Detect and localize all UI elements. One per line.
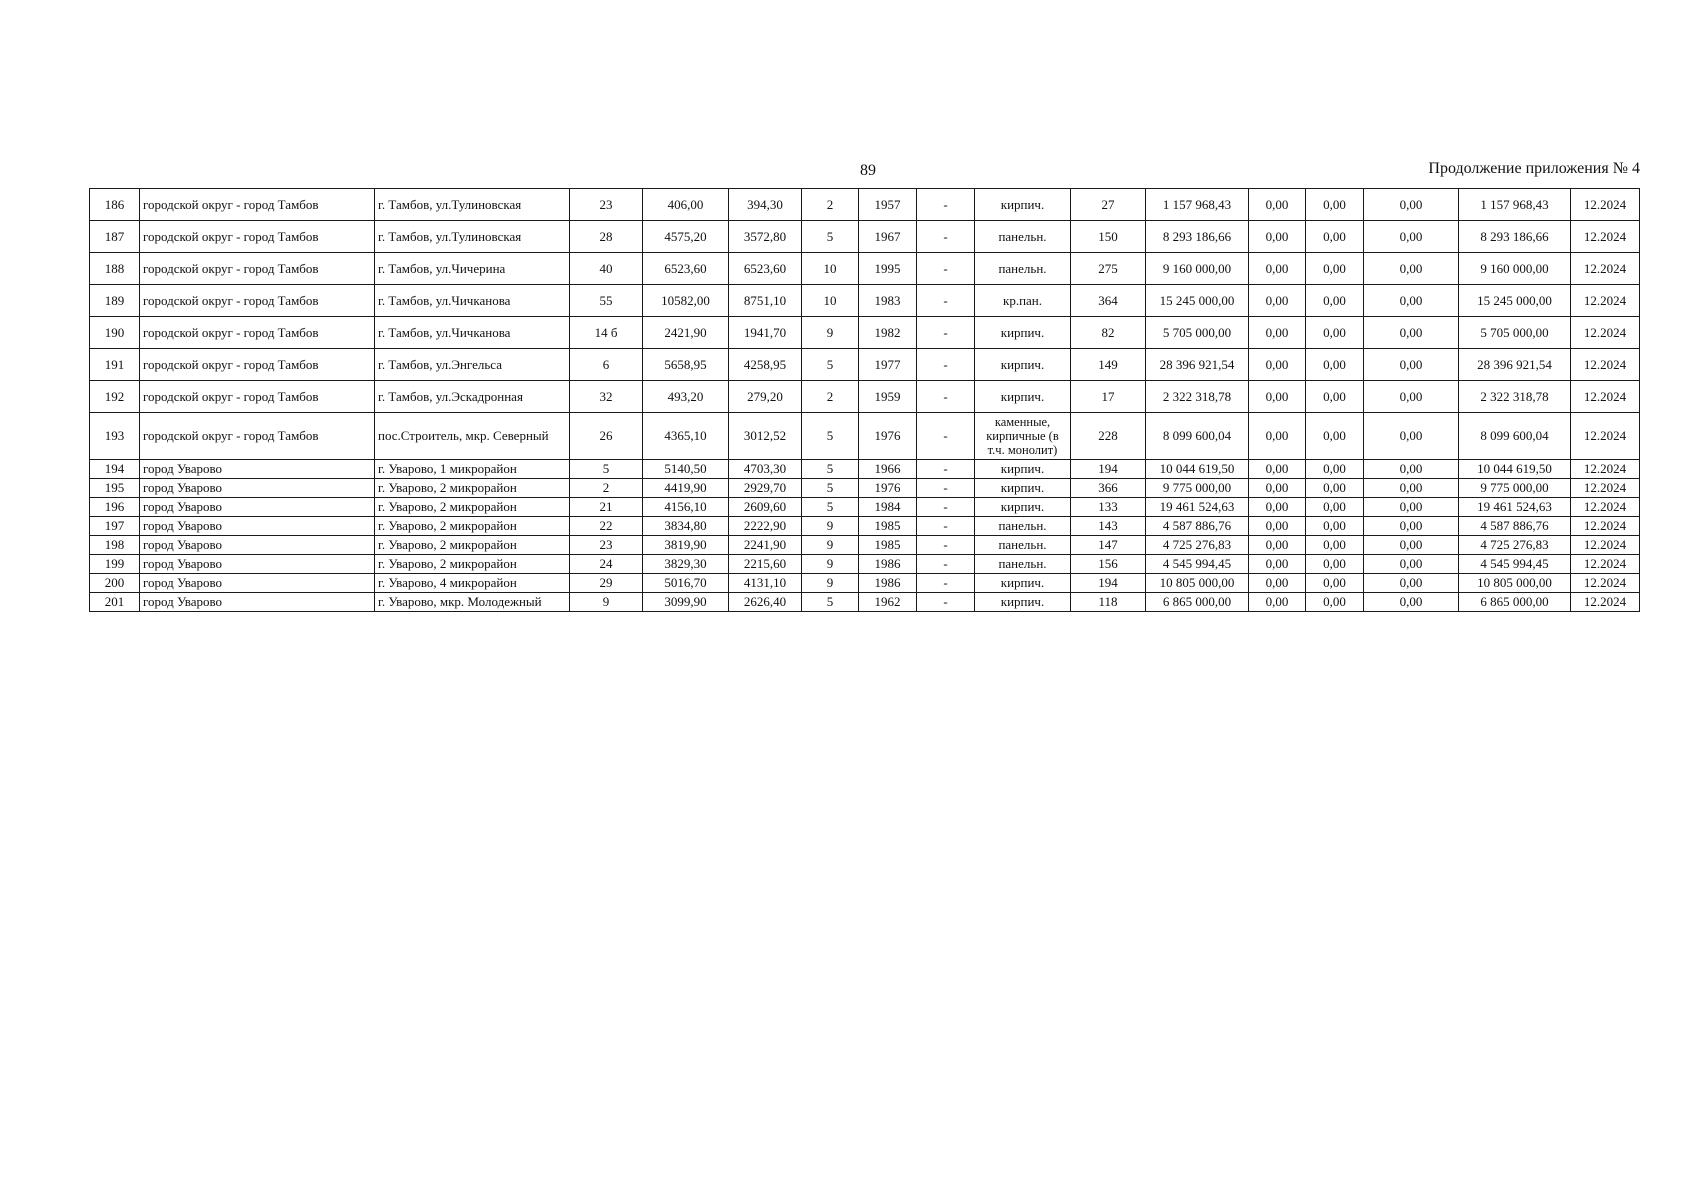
residents-cell: 366 [1071,479,1146,498]
total-area-cell: 4419,90 [643,479,729,498]
cost-share-cell: 0,00 [1306,349,1364,381]
total-area-cell: 5140,50 [643,460,729,479]
living-area-cell: 2241,90 [729,536,802,555]
address-cell: пос.Строитель, мкр. Северный [375,413,570,460]
cost-share-cell: 0,00 [1306,479,1364,498]
house-number-cell: 22 [570,517,643,536]
row-number-cell: 194 [90,460,140,479]
living-area-cell: 2215,60 [729,555,802,574]
cost-share-cell: 0,00 [1364,460,1459,479]
house-number-cell: 6 [570,349,643,381]
municipality-cell: городской округ - город Тамбов [140,317,375,349]
cost-share-cell: 0,00 [1249,460,1306,479]
owners-funds-cell: 2 322 318,78 [1459,381,1571,413]
owners-funds-cell: 10 805 000,00 [1459,574,1571,593]
municipality-cell: городской округ - город Тамбов [140,253,375,285]
living-area-cell: 3572,80 [729,221,802,253]
floors-cell: 5 [802,460,859,479]
completion-date-cell: 12.2024 [1571,593,1640,612]
total-area-cell: 3834,80 [643,517,729,536]
completion-date-cell: 12.2024 [1571,517,1640,536]
cost-share-cell: 0,00 [1306,285,1364,317]
year-built-cell: 1976 [859,413,917,460]
residents-cell: 118 [1071,593,1146,612]
residents-cell: 194 [1071,460,1146,479]
row-number-cell: 196 [90,498,140,517]
total-cost-cell: 4 725 276,83 [1146,536,1249,555]
wall-material-cell: панельн. [975,555,1071,574]
total-area-cell: 493,20 [643,381,729,413]
cost-share-cell: 0,00 [1364,574,1459,593]
cost-share-cell: 0,00 [1306,498,1364,517]
year-built-cell: 1985 [859,536,917,555]
cost-share-cell: 0,00 [1306,381,1364,413]
completion-date-cell: 12.2024 [1571,221,1640,253]
total-cost-cell: 4 587 886,76 [1146,517,1249,536]
floors-cell: 10 [802,285,859,317]
table-row [90,253,1640,285]
floors-cell: 9 [802,536,859,555]
completion-date-cell: 12.2024 [1571,536,1640,555]
municipality-cell: город Уварово [140,536,375,555]
page-number: 89 [860,162,876,179]
owners-funds-cell: 4 545 994,45 [1459,555,1571,574]
cost-share-cell: 0,00 [1249,574,1306,593]
dash-cell: - [917,555,975,574]
year-built-cell: 1959 [859,381,917,413]
completion-date-cell: 12.2024 [1571,253,1640,285]
residents-cell: 228 [1071,413,1146,460]
total-cost-cell: 1 157 968,43 [1146,189,1249,221]
municipality-cell: городской округ - город Тамбов [140,381,375,413]
dash-cell: - [917,253,975,285]
total-area-cell: 5658,95 [643,349,729,381]
dash-cell: - [917,285,975,317]
cost-share-cell: 0,00 [1249,381,1306,413]
total-area-cell: 406,00 [643,189,729,221]
dash-cell: - [917,349,975,381]
total-cost-cell: 6 865 000,00 [1146,593,1249,612]
completion-date-cell: 12.2024 [1571,381,1640,413]
house-number-cell: 32 [570,381,643,413]
owners-funds-cell: 9 160 000,00 [1459,253,1571,285]
municipality-cell: городской округ - город Тамбов [140,349,375,381]
completion-date-cell: 12.2024 [1571,555,1640,574]
cost-share-cell: 0,00 [1249,349,1306,381]
table-row [90,574,1640,593]
cost-share-cell: 0,00 [1249,285,1306,317]
floors-cell: 9 [802,517,859,536]
address-cell: г. Тамбов, ул.Эскадронная [375,381,570,413]
residents-cell: 27 [1071,189,1146,221]
floors-cell: 2 [802,381,859,413]
total-cost-cell: 15 245 000,00 [1146,285,1249,317]
living-area-cell: 2626,40 [729,593,802,612]
cost-share-cell: 0,00 [1249,221,1306,253]
total-area-cell: 4156,10 [643,498,729,517]
row-number-cell: 200 [90,574,140,593]
year-built-cell: 1977 [859,349,917,381]
wall-material-cell: кирпич. [975,349,1071,381]
total-cost-cell: 4 545 994,45 [1146,555,1249,574]
address-cell: г. Тамбов, ул.Тулиновская [375,221,570,253]
living-area-cell: 2929,70 [729,479,802,498]
wall-material-cell: кирпич. [975,317,1071,349]
house-number-cell: 14 б [570,317,643,349]
row-number-cell: 197 [90,517,140,536]
year-built-cell: 1982 [859,317,917,349]
address-cell: г. Тамбов, ул.Энгельса [375,349,570,381]
cost-share-cell: 0,00 [1249,479,1306,498]
owners-funds-cell: 8 099 600,04 [1459,413,1571,460]
cost-share-cell: 0,00 [1364,536,1459,555]
completion-date-cell: 12.2024 [1571,349,1640,381]
table-row [90,221,1640,253]
living-area-cell: 2222,90 [729,517,802,536]
living-area-cell: 394,30 [729,189,802,221]
floors-cell: 5 [802,413,859,460]
total-area-cell: 4575,20 [643,221,729,253]
cost-share-cell: 0,00 [1249,555,1306,574]
cost-share-cell: 0,00 [1364,498,1459,517]
row-number-cell: 187 [90,221,140,253]
owners-funds-cell: 19 461 524,63 [1459,498,1571,517]
residents-cell: 364 [1071,285,1146,317]
dash-cell: - [917,498,975,517]
table-row [90,381,1640,413]
year-built-cell: 1976 [859,479,917,498]
owners-funds-cell: 8 293 186,66 [1459,221,1571,253]
living-area-cell: 3012,52 [729,413,802,460]
cost-share-cell: 0,00 [1364,479,1459,498]
owners-funds-cell: 10 044 619,50 [1459,460,1571,479]
row-number-cell: 191 [90,349,140,381]
year-built-cell: 1984 [859,498,917,517]
cost-share-cell: 0,00 [1249,536,1306,555]
cost-share-cell: 0,00 [1364,517,1459,536]
wall-material-cell: кирпич. [975,498,1071,517]
address-cell: г. Тамбов, ул.Чичканова [375,285,570,317]
wall-material-cell: кирпич. [975,381,1071,413]
cost-share-cell: 0,00 [1364,593,1459,612]
total-cost-cell: 10 805 000,00 [1146,574,1249,593]
address-cell: г. Тамбов, ул.Тулиновская [375,189,570,221]
table-row [90,479,1640,498]
total-cost-cell: 9 775 000,00 [1146,479,1249,498]
dash-cell: - [917,460,975,479]
row-number-cell: 189 [90,285,140,317]
residents-cell: 150 [1071,221,1146,253]
dash-cell: - [917,189,975,221]
year-built-cell: 1957 [859,189,917,221]
living-area-cell: 4258,95 [729,349,802,381]
wall-material-cell: панельн. [975,536,1071,555]
table-row [90,317,1640,349]
floors-cell: 5 [802,479,859,498]
completion-date-cell: 12.2024 [1571,285,1640,317]
total-area-cell: 4365,10 [643,413,729,460]
table-row [90,189,1640,221]
housing-register-table [89,188,1640,612]
municipality-cell: городской округ - город Тамбов [140,189,375,221]
address-cell: г. Тамбов, ул.Чичканова [375,317,570,349]
wall-material-cell: кр.пан. [975,285,1071,317]
cost-share-cell: 0,00 [1306,574,1364,593]
completion-date-cell: 12.2024 [1571,460,1640,479]
living-area-cell: 4131,10 [729,574,802,593]
floors-cell: 10 [802,253,859,285]
wall-material-cell: кирпич. [975,574,1071,593]
total-area-cell: 10582,00 [643,285,729,317]
wall-material-cell: кирпич. [975,460,1071,479]
cost-share-cell: 0,00 [1364,253,1459,285]
completion-date-cell: 12.2024 [1571,413,1640,460]
house-number-cell: 55 [570,285,643,317]
owners-funds-cell: 4 725 276,83 [1459,536,1571,555]
cost-share-cell: 0,00 [1306,460,1364,479]
completion-date-cell: 12.2024 [1571,574,1640,593]
cost-share-cell: 0,00 [1306,517,1364,536]
owners-funds-cell: 4 587 886,76 [1459,517,1571,536]
total-area-cell: 3829,30 [643,555,729,574]
municipality-cell: город Уварово [140,460,375,479]
table-row [90,555,1640,574]
dash-cell: - [917,381,975,413]
table-row [90,285,1640,317]
residents-cell: 143 [1071,517,1146,536]
owners-funds-cell: 9 775 000,00 [1459,479,1571,498]
municipality-cell: город Уварово [140,479,375,498]
dash-cell: - [917,536,975,555]
living-area-cell: 2609,60 [729,498,802,517]
cost-share-cell: 0,00 [1306,221,1364,253]
house-number-cell: 2 [570,479,643,498]
dash-cell: - [917,479,975,498]
total-cost-cell: 19 461 524,63 [1146,498,1249,517]
cost-share-cell: 0,00 [1364,555,1459,574]
total-cost-cell: 28 396 921,54 [1146,349,1249,381]
address-cell: г. Уварово, 2 микрорайон [375,536,570,555]
house-number-cell: 28 [570,221,643,253]
row-number-cell: 190 [90,317,140,349]
cost-share-cell: 0,00 [1249,413,1306,460]
living-area-cell: 1941,70 [729,317,802,349]
floors-cell: 9 [802,317,859,349]
owners-funds-cell: 1 157 968,43 [1459,189,1571,221]
total-cost-cell: 8 293 186,66 [1146,221,1249,253]
floors-cell: 5 [802,349,859,381]
cost-share-cell: 0,00 [1364,317,1459,349]
wall-material-cell: кирпич. [975,479,1071,498]
house-number-cell: 5 [570,460,643,479]
house-number-cell: 24 [570,555,643,574]
address-cell: г. Уварово, 4 микрорайон [375,574,570,593]
residents-cell: 156 [1071,555,1146,574]
residents-cell: 149 [1071,349,1146,381]
table-row [90,536,1640,555]
total-area-cell: 6523,60 [643,253,729,285]
floors-cell: 5 [802,221,859,253]
residents-cell: 133 [1071,498,1146,517]
row-number-cell: 188 [90,253,140,285]
house-number-cell: 29 [570,574,643,593]
table-row [90,517,1640,536]
owners-funds-cell: 28 396 921,54 [1459,349,1571,381]
total-area-cell: 5016,70 [643,574,729,593]
dash-cell: - [917,413,975,460]
completion-date-cell: 12.2024 [1571,479,1640,498]
municipality-cell: городской округ - город Тамбов [140,285,375,317]
wall-material-cell: каменные, кирпичные (в т.ч. монолит) [975,413,1071,460]
cost-share-cell: 0,00 [1306,189,1364,221]
completion-date-cell: 12.2024 [1571,317,1640,349]
municipality-cell: город Уварово [140,593,375,612]
total-cost-cell: 8 099 600,04 [1146,413,1249,460]
address-cell: г. Уварово, мкр. Молодежный [375,593,570,612]
cost-share-cell: 0,00 [1306,253,1364,285]
table-row [90,413,1640,460]
address-cell: г. Тамбов, ул.Чичерина [375,253,570,285]
floors-cell: 2 [802,189,859,221]
completion-date-cell: 12.2024 [1571,189,1640,221]
owners-funds-cell: 6 865 000,00 [1459,593,1571,612]
municipality-cell: город Уварово [140,517,375,536]
row-number-cell: 201 [90,593,140,612]
owners-funds-cell: 15 245 000,00 [1459,285,1571,317]
cost-share-cell: 0,00 [1306,536,1364,555]
address-cell: г. Уварово, 2 микрорайон [375,555,570,574]
year-built-cell: 1967 [859,221,917,253]
cost-share-cell: 0,00 [1249,498,1306,517]
address-cell: г. Уварово, 2 микрорайон [375,479,570,498]
row-number-cell: 186 [90,189,140,221]
cost-share-cell: 0,00 [1249,253,1306,285]
appendix-caption: Продолжение приложения № 4 [1428,160,1640,177]
cost-share-cell: 0,00 [1364,189,1459,221]
wall-material-cell: кирпич. [975,593,1071,612]
cost-share-cell: 0,00 [1364,285,1459,317]
living-area-cell: 279,20 [729,381,802,413]
residents-cell: 194 [1071,574,1146,593]
year-built-cell: 1986 [859,574,917,593]
residents-cell: 147 [1071,536,1146,555]
municipality-cell: город Уварово [140,574,375,593]
floors-cell: 5 [802,593,859,612]
house-number-cell: 26 [570,413,643,460]
total-cost-cell: 2 322 318,78 [1146,381,1249,413]
dash-cell: - [917,593,975,612]
house-number-cell: 9 [570,593,643,612]
cost-share-cell: 0,00 [1249,517,1306,536]
table-row [90,593,1640,612]
house-number-cell: 23 [570,536,643,555]
cost-share-cell: 0,00 [1364,413,1459,460]
address-cell: г. Уварово, 1 микрорайон [375,460,570,479]
row-number-cell: 195 [90,479,140,498]
cost-share-cell: 0,00 [1364,221,1459,253]
row-number-cell: 193 [90,413,140,460]
completion-date-cell: 12.2024 [1571,498,1640,517]
address-cell: г. Уварово, 2 микрорайон [375,517,570,536]
wall-material-cell: панельн. [975,253,1071,285]
cost-share-cell: 0,00 [1364,381,1459,413]
cost-share-cell: 0,00 [1306,413,1364,460]
address-cell: г. Уварово, 2 микрорайон [375,498,570,517]
total-cost-cell: 9 160 000,00 [1146,253,1249,285]
municipality-cell: город Уварово [140,555,375,574]
year-built-cell: 1995 [859,253,917,285]
row-number-cell: 198 [90,536,140,555]
row-number-cell: 192 [90,381,140,413]
year-built-cell: 1966 [859,460,917,479]
house-number-cell: 21 [570,498,643,517]
dash-cell: - [917,317,975,349]
table-row [90,498,1640,517]
year-built-cell: 1962 [859,593,917,612]
year-built-cell: 1983 [859,285,917,317]
living-area-cell: 6523,60 [729,253,802,285]
table-row [90,460,1640,479]
total-area-cell: 3099,90 [643,593,729,612]
total-cost-cell: 5 705 000,00 [1146,317,1249,349]
total-area-cell: 2421,90 [643,317,729,349]
residents-cell: 17 [1071,381,1146,413]
dash-cell: - [917,221,975,253]
row-number-cell: 199 [90,555,140,574]
total-area-cell: 3819,90 [643,536,729,555]
residents-cell: 275 [1071,253,1146,285]
cost-share-cell: 0,00 [1306,317,1364,349]
dash-cell: - [917,574,975,593]
floors-cell: 9 [802,555,859,574]
living-area-cell: 8751,10 [729,285,802,317]
residents-cell: 82 [1071,317,1146,349]
owners-funds-cell: 5 705 000,00 [1459,317,1571,349]
municipality-cell: городской округ - город Тамбов [140,221,375,253]
dash-cell: - [917,517,975,536]
floors-cell: 9 [802,574,859,593]
wall-material-cell: панельн. [975,517,1071,536]
cost-share-cell: 0,00 [1306,555,1364,574]
cost-share-cell: 0,00 [1364,349,1459,381]
table-row [90,349,1640,381]
municipality-cell: городской округ - город Тамбов [140,413,375,460]
year-built-cell: 1986 [859,555,917,574]
year-built-cell: 1985 [859,517,917,536]
floors-cell: 5 [802,498,859,517]
cost-share-cell: 0,00 [1249,593,1306,612]
living-area-cell: 4703,30 [729,460,802,479]
wall-material-cell: панельн. [975,221,1071,253]
house-number-cell: 23 [570,189,643,221]
cost-share-cell: 0,00 [1249,189,1306,221]
total-cost-cell: 10 044 619,50 [1146,460,1249,479]
municipality-cell: город Уварово [140,498,375,517]
wall-material-cell: кирпич. [975,189,1071,221]
cost-share-cell: 0,00 [1249,317,1306,349]
cost-share-cell: 0,00 [1306,593,1364,612]
table-body [90,189,1640,612]
house-number-cell: 40 [570,253,643,285]
